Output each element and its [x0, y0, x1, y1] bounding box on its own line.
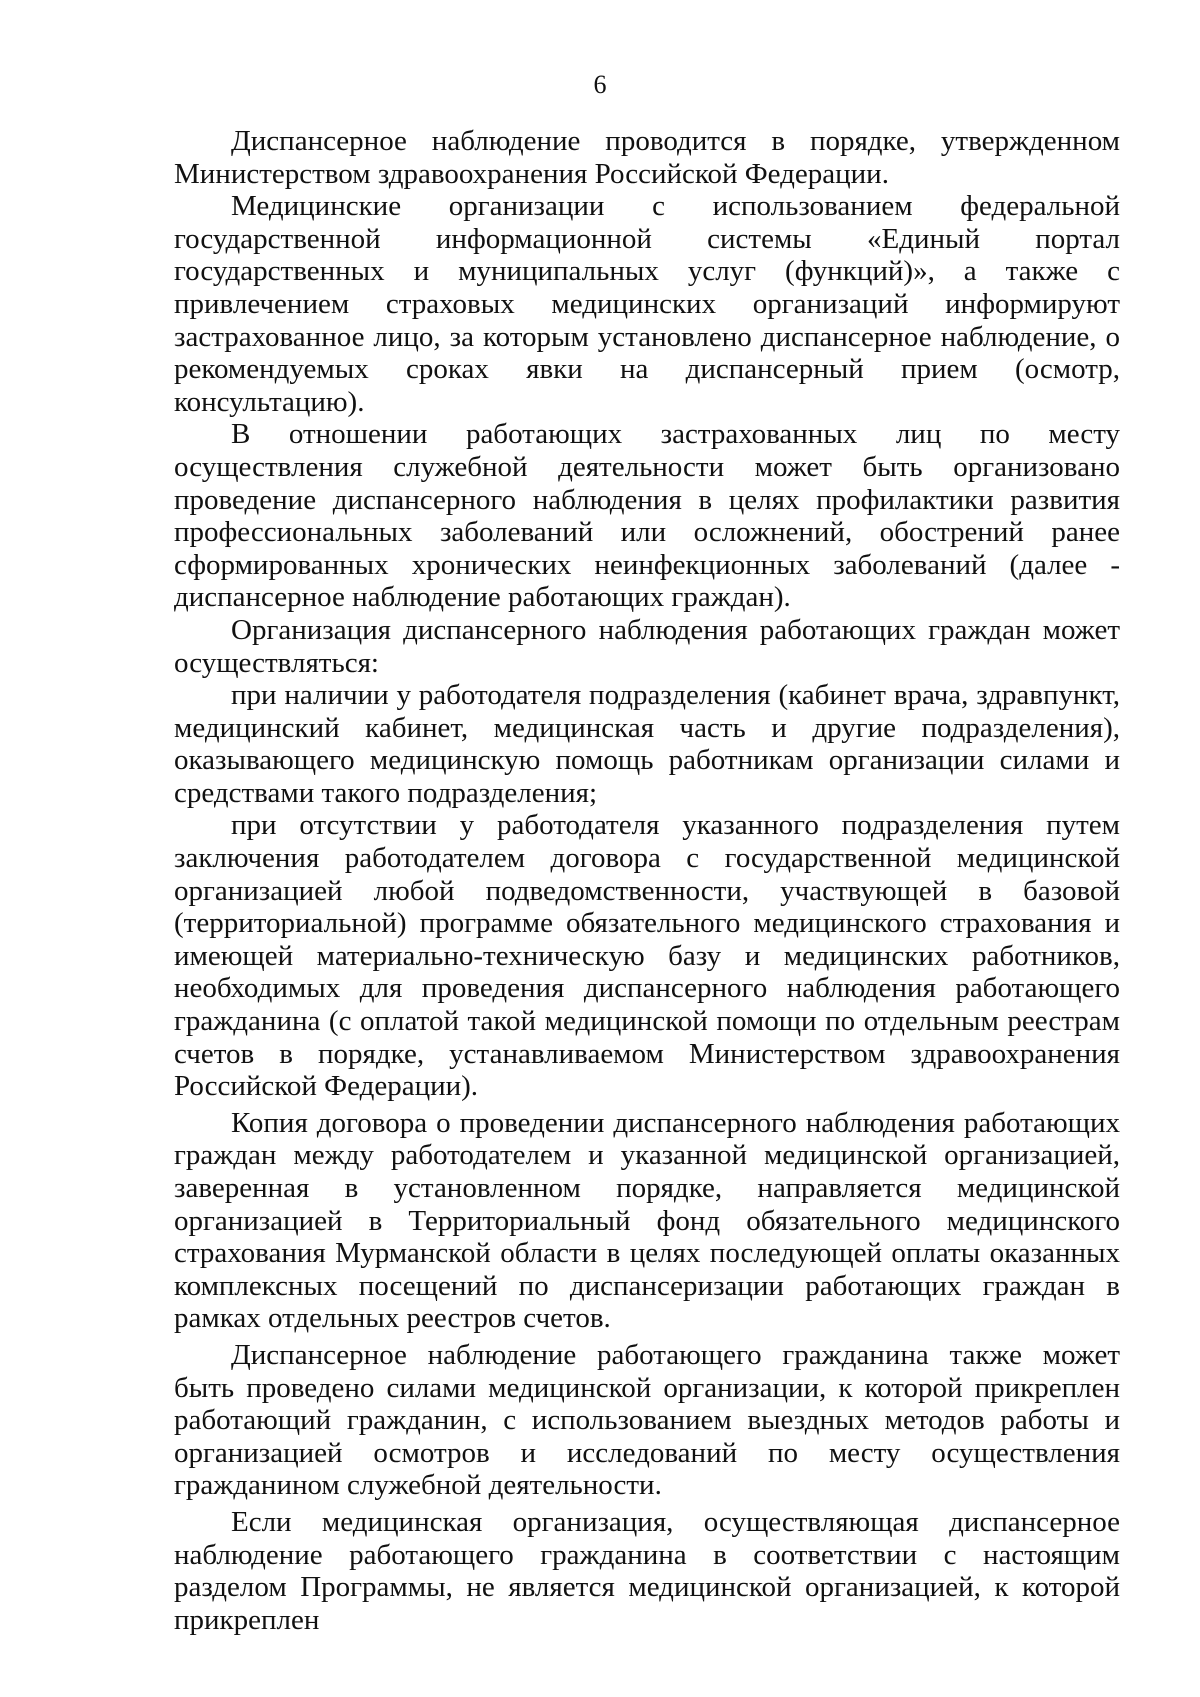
paragraph-informing-insured: Медицинские организации с использованием федеральной государственной информационной системы «Единый портал государственных и муниципальных услуг (функций)», а также с привлечением страховых медицинских организаций информируют застрахованное лицо, за которым установлено диспансерное наблюдение, о рекомендуемых сроках явки на диспансерный прием (осмотр, консультацию).	[174, 190, 1120, 418]
paragraph-working-persons: В отношении работающих застрахованных лиц по месту осуществления служебной деятельности может быть организовано проведение диспансерного наблюдения в целях профилактики развития профессиональных заболеваний или осложнений, обострений ранее сформированных хронических неинфекционных заболеваний (далее - диспансерное наблюдение работающих граждан).	[174, 418, 1120, 614]
page-number: 6	[593, 70, 607, 99]
paragraph-contract-copy: Копия договора о проведении диспансерного наблюдения работающих граждан между работодателем и указанной медицинской организацией, заверенная в установленном порядке, направляется медицинской организацией в Территориальный фонд обязательного медицинского страхования Мурманской области в целях последующей оплаты оказанных комплексных посещений по диспансеризации работающих граждан в рамках отдельных реестров счетов.	[174, 1106, 1120, 1335]
paragraph-employer-contract: при отсутствии у работодателя указанного подразделения путем заключения работодателем договора с государственной медицинской организацией любой подведомственности, участвующей в базовой (территориальной) программе обязательного медицинского страхования и имеющей материально-техническую базу и медицинских работников, необходимых для проведения диспансерного наблюдения работающего гражданина (с оплатой такой медицинской помощи по отдельным реестрам счетов в порядке, устанавливаемом Министерством здравоохранения Российской Федерации).	[174, 809, 1120, 1103]
document-body	[174, 125, 1120, 1636]
paragraph-non-attached-organization: Если медицинская организация, осуществляющая диспансерное наблюдение работающего гражданина в соответствии с настоящим разделом Программы, не является медицинской организацией, к которой прикреплен	[174, 1505, 1120, 1636]
paragraph-organization-intro: Организация диспансерного наблюдения работающих граждан может осуществляться:	[174, 613, 1120, 679]
paragraph-outreach-methods: Диспансерное наблюдение работающего гражданина также может быть проведено силами медицинской организации, к которой прикреплен работающий гражданин, с использованием выездных методов работы и организацией осмотров и исследований по месту осуществления гражданином служебной деятельности.	[174, 1338, 1120, 1502]
paragraph-observation-procedure: Диспансерное наблюдение проводится в порядке, утвержденном Министерством здравоохранения Российской Федерации.	[174, 125, 1120, 190]
paragraph-employer-unit: при наличии у работодателя подразделения (кабинет врача, здравпункт, медицинский кабинет, медицинская часть и другие подразделения), оказывающего медицинскую помощь работникам организации силами и средствами такого подразделения;	[174, 679, 1120, 809]
